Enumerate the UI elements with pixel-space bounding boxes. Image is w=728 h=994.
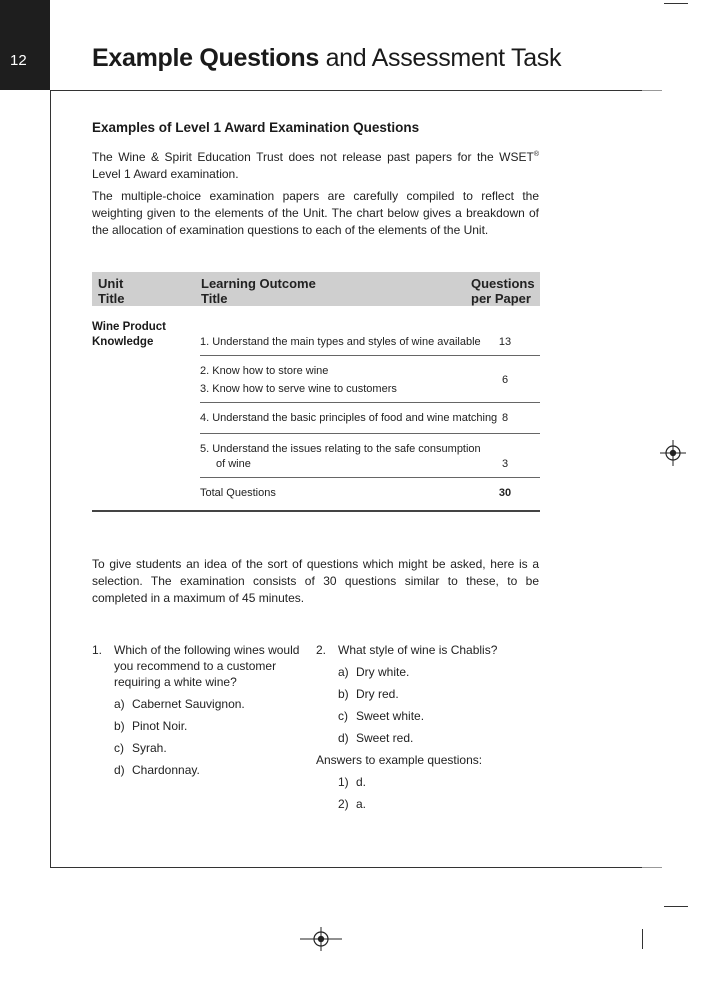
row-divider [200,402,540,403]
section-heading: Examples of Level 1 Award Examination Questions [92,120,420,135]
question-count-3: 8 [501,412,509,424]
outcome-row-5: 5. Understand the issues relating to the safe consumption [200,443,481,455]
option-c: c) Sweet white. [338,709,425,723]
page-title-bold: Example Questions [92,44,319,72]
footer-rule-extension [642,867,662,868]
unit-title: Wine Product Knowledge [92,321,167,348]
option-b: b) Pinot Noir. [114,719,188,733]
crop-mark-top-right [664,3,688,4]
outcome-row-3: 3. Know how to serve wine to customers [200,383,397,395]
question-count-1: 13 [498,336,512,348]
outcome-row-1: 1. Understand the main types and styles of wine available [200,336,481,348]
option-a: a) Dry white. [338,665,410,679]
option-b: b) Dry red. [338,687,399,701]
header-rule [50,90,642,91]
header-learning-outcome: Learning Outcome Title [201,276,316,306]
table-bottom-rule [92,510,540,512]
question-count-2: 6 [501,374,509,386]
left-margin-rule [50,90,51,868]
outcome-row-2: 2. Know how to store wine [200,365,329,377]
question-count-4: 3 [501,458,509,470]
row-divider [200,433,540,434]
question-1 [92,642,302,778]
outcome-row-4: 4. Understand the basic principles of food and wine matching [200,412,498,424]
registered-mark: ® [533,151,539,158]
answer-2: 2) a. [338,797,367,811]
answer-1: 1) d. [338,775,367,789]
option-c: c) Syrah. [114,741,167,755]
question-number: 1. [92,643,103,657]
intro-line-2: Level 1 Award examination. [92,167,239,181]
header-rule-extension [642,90,662,91]
question-number: 2. [316,643,327,657]
total-label: Total Questions [200,487,276,499]
registration-mark-icon [300,927,342,951]
header-questions-per-paper: Questions per Paper [471,276,535,306]
total-value: 30 [498,487,512,499]
question-2 [316,642,536,812]
question-stem: Which of the following wines would you recommend to a customer requiring a white wine? [114,643,300,689]
crop-mark-bottom-vertical [642,929,643,949]
row-divider [200,355,540,356]
intro-paragraph-1 [92,146,539,183]
option-d: d) Sweet red. [338,731,414,745]
registration-mark-icon [660,440,686,466]
intro-paragraph-2: The multiple-choice examination papers are carefully compiled to reflect the weighting given to the elements of the Unit. The chart below gives a breakdown of the allocation of examination questions to each of the elements of the Unit. [92,189,539,237]
page-number-tab [0,0,50,90]
answers-heading: Answers to example questions: [316,753,483,767]
outcome-row-5-cont: of wine [216,458,251,470]
question-stem: What style of wine is Chablis? [338,643,498,657]
row-divider [200,477,540,478]
crop-mark-bottom-right [664,906,688,907]
footer-rule [50,867,642,868]
selection-paragraph: To give students an idea of the sort of questions which might be asked, here is a selection. The examination consists of 30 questions similar to these, to be completed in a maximum of 45 minutes. [92,557,539,605]
page-title [92,44,561,73]
option-a: a) Cabernet Sauvignon. [114,697,245,711]
option-d: d) Chardonnay. [114,763,200,777]
intro-line-1: The Wine & Spirit Education Trust does not release past papers for the WSET [92,150,534,164]
page-title-rest: and Assessment Task [325,44,562,72]
table-header [92,272,540,306]
header-unit-title: Unit Title [98,276,125,306]
page-number: 12 [10,52,27,69]
